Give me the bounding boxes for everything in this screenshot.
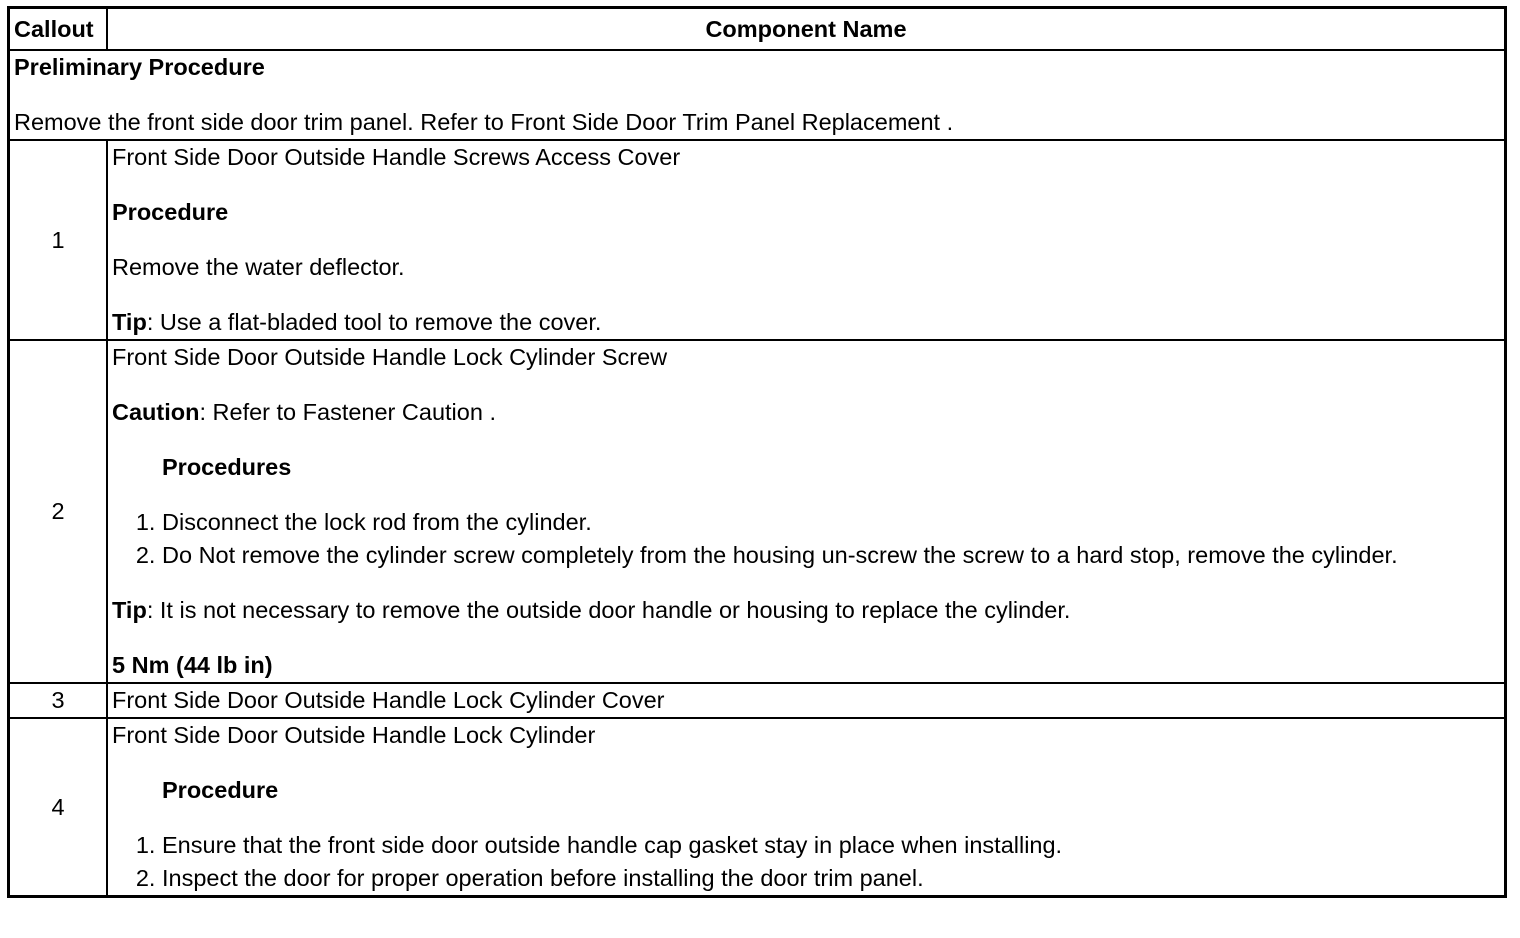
component-name: Front Side Door Outside Handle Lock Cylinder — [112, 722, 596, 748]
component-name: Front Side Door Outside Handle Lock Cylinder Screw — [112, 344, 668, 370]
component-name: Front Side Door Outside Handle Lock Cylinder Cover — [112, 687, 665, 713]
component-name: Front Side Door Outside Handle Screws Access Cover — [112, 144, 681, 170]
tip — [112, 594, 1500, 627]
procedure-label: Procedure — [112, 199, 229, 225]
tip-text: : It is not necessary to remove the outside door handle or housing to replace the cylinder. — [146, 597, 1071, 623]
procedure-steps — [112, 829, 1500, 895]
procedure-table — [7, 6, 1507, 898]
callout-number: 4 — [9, 718, 108, 897]
table-row — [9, 340, 1506, 683]
preliminary-text: Remove the front side door trim panel. Refer to Front Side Door Trim Panel Replacement . — [14, 109, 954, 135]
component-cell — [107, 718, 1506, 897]
tip — [112, 306, 1500, 339]
table-row — [9, 683, 1506, 718]
procedure-step: 1. Disconnect the lock rod from the cylinder. — [162, 506, 1500, 539]
procedure-step: 2. Do Not remove the cylinder screw completely from the housing un-screw the screw to a hard stop, remove the cylinder. — [162, 539, 1500, 572]
tip-label: Tip — [112, 597, 147, 623]
caution — [112, 396, 1500, 429]
callout-number: 3 — [9, 683, 108, 718]
preliminary-cell — [9, 50, 1506, 140]
table-row — [9, 718, 1506, 897]
tip-text: : Use a flat-bladed tool to remove the cover. — [146, 309, 602, 335]
table-row — [9, 140, 1506, 340]
caution-label: Caution — [112, 399, 200, 425]
procedure-step: 2. Inspect the door for proper operation before installing the door trim panel. — [162, 862, 1500, 895]
component-name-header: Component Name — [107, 8, 1506, 51]
component-cell — [107, 140, 1506, 340]
procedures-label: Procedures — [162, 454, 292, 480]
callout-number: 2 — [9, 340, 108, 683]
preliminary-row — [9, 50, 1506, 140]
component-cell — [107, 683, 1506, 718]
component-cell — [107, 340, 1506, 683]
procedure-step: Remove the water deflector. — [112, 254, 405, 280]
header-row — [9, 8, 1506, 51]
procedure-steps — [112, 506, 1500, 572]
caution-text: : Refer to Fastener Caution . — [199, 399, 496, 425]
torque-spec: 5 Nm (44 lb in) — [112, 652, 273, 678]
tip-label: Tip — [112, 309, 147, 335]
procedure-label: Procedure — [162, 777, 279, 803]
preliminary-title: Preliminary Procedure — [14, 54, 265, 80]
procedure-step: 1. Ensure that the front side door outside handle cap gasket stay in place when installing. — [162, 829, 1500, 862]
callout-number: 1 — [9, 140, 108, 340]
callout-header: Callout — [9, 8, 108, 51]
